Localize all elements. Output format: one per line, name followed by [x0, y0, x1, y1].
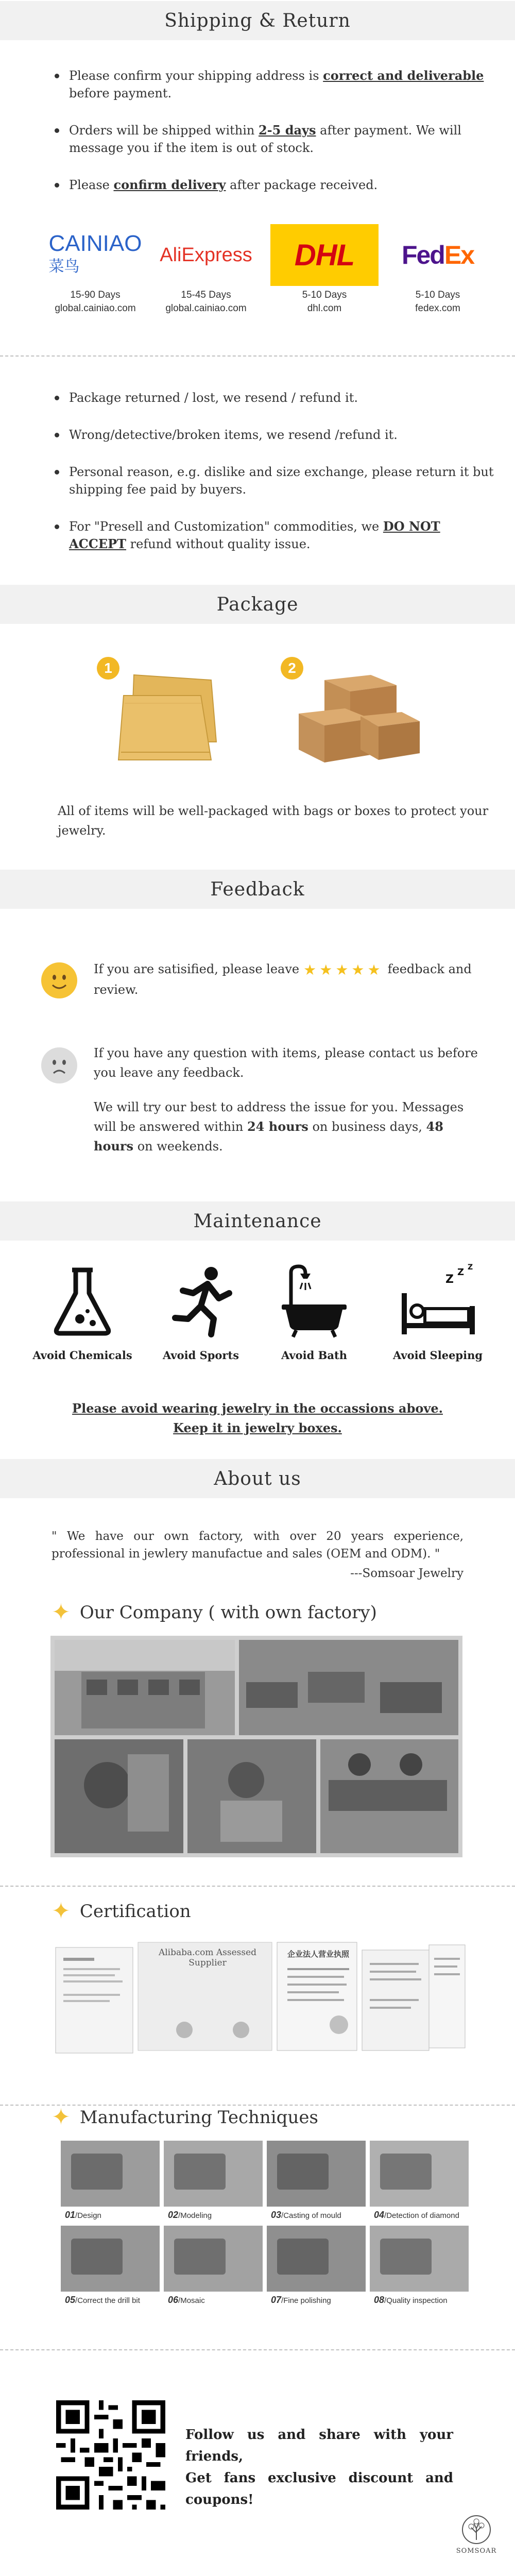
- cainiao-logo: CAINIAO 菜鸟: [48, 230, 142, 275]
- aliexpress-logo: AliExpress: [160, 244, 252, 266]
- flask-icon: [44, 1262, 121, 1340]
- response-time-text: We will try our best to address the issue for you. Messages will be answered within 24 hours on business days, 48 hours on weekends.: [94, 1100, 464, 1154]
- mfg-step: [61, 2141, 160, 2222]
- bathtub-icon: [276, 1262, 353, 1340]
- five-stars-icon: ★★★★★: [303, 961, 384, 978]
- certification-title: ✦ Certification: [52, 1898, 191, 1924]
- business-license-title: 企业法人营业执照: [287, 1950, 349, 1959]
- mfg-step-caption: 02/Modeling: [164, 2207, 263, 2222]
- section-title: Feedback: [210, 878, 305, 900]
- mfg-step: [164, 2141, 263, 2222]
- divider: [0, 1886, 515, 1887]
- mfg-step: [267, 2226, 366, 2307]
- maint-label: Avoid Sports: [162, 1349, 239, 1362]
- package-description: All of items will be well-packaged with bags or boxes to protect your jewelry.: [58, 804, 489, 838]
- section-title: Shipping & Return: [164, 10, 351, 31]
- shipping-bullet-address: Please confirm your shipping address is correct and deliverable before payment.: [52, 67, 494, 102]
- maint-note-1: Please avoid wearing jewelry in the occassions above.: [72, 1401, 443, 1416]
- sleeping-icon: [397, 1262, 479, 1340]
- mfg-step-caption: 04/Detection of diamond: [370, 2207, 469, 2222]
- feedback-header: [0, 870, 515, 909]
- sparkle-icon: ✦: [52, 2104, 71, 2130]
- footer-line-2: Get fans exclusive discount and coupons!: [185, 2470, 453, 2507]
- carrier-cainiao: [46, 222, 144, 315]
- shipping-bullet-timing: Orders will be shipped within 2-5 days after payment. We will message you if the item is out of stock.: [52, 122, 494, 157]
- company-photo-collage: [50, 1636, 462, 1857]
- dhl-logo: DHL: [270, 224, 379, 286]
- issue-feedback-text: If you have any question with items, please contact us before you leave any feedback.: [94, 1046, 478, 1080]
- carrier-site: fedex.com: [415, 303, 460, 314]
- sad-face-icon: [41, 1047, 77, 1083]
- carrier-fedex: [389, 222, 487, 315]
- happy-face-icon: [41, 962, 77, 998]
- mfg-step: [61, 2226, 160, 2307]
- section-title: Package: [216, 594, 299, 615]
- about-quote: " We have our own factory, with over 20 years experience, professional in jewlery manufactue and sales (OEM and ODM). ": [52, 1530, 464, 1561]
- svg-text:Z: Z: [457, 1267, 465, 1278]
- mfg-step-caption: 03/Casting of mould: [267, 2207, 366, 2222]
- carrier-logos: [46, 222, 484, 330]
- tree-logo-icon: [461, 2514, 492, 2545]
- alibaba-cert-title: Alibaba.com Assessed Supplier: [158, 1947, 257, 1968]
- section-title: Maintenance: [193, 1210, 322, 1232]
- avoid-bath: [258, 1262, 371, 1362]
- carrier-days: 5-10 Days: [302, 290, 347, 300]
- mfg-step-caption: 01/Design: [61, 2207, 160, 2222]
- about-signature: ---Somsoar Jewelry: [350, 1567, 464, 1580]
- mfg-step-caption: 06/Mosaic: [164, 2292, 263, 2307]
- mfg-step-caption: 07/Fine polishing: [267, 2292, 366, 2307]
- divider: [0, 2349, 515, 2350]
- maintenance-note: [0, 1399, 515, 1438]
- fedex-logo: FedEx: [401, 241, 474, 269]
- shipping-bullet-confirm: Please confirm delivery after package received.: [52, 176, 494, 194]
- carrier-aliexpress: [157, 222, 255, 315]
- shipping-return-header: [0, 1, 515, 40]
- factory-photos: [50, 1636, 462, 1857]
- svg-text:Z: Z: [445, 1273, 454, 1286]
- carrier-days: 15-90 Days: [70, 290, 121, 300]
- bubble-mailer-image: [113, 665, 232, 768]
- carrier-dhl: [268, 222, 381, 315]
- shipping-bullets: [52, 67, 494, 213]
- step-number-2: 2: [281, 657, 303, 680]
- return-bullet-wrong: Wrong/detective/broken items, we resend /refund it.: [52, 426, 494, 444]
- manufacturing-title: ✦ Manufacturing Techniques: [52, 2104, 318, 2130]
- carrier-site: global.cainiao.com: [55, 303, 136, 314]
- step-number-1: 1: [97, 657, 119, 680]
- certification-images: [50, 1937, 468, 2058]
- maint-note-2: Keep it in jewelry boxes.: [173, 1420, 342, 1435]
- section-title: About us: [214, 1468, 301, 1489]
- svg-text:Z: Z: [468, 1263, 473, 1272]
- footer-line-1: Follow us and share with your friends,: [185, 2427, 453, 2464]
- positive-feedback-text: If you are satisified, please leave ★★★★★ feedback and review.: [94, 961, 472, 997]
- package-header: [0, 585, 515, 624]
- return-bullet-personal: Personal reason, e.g. dislike and size exchange, please return it but shipping fee paid by buyers.: [52, 463, 494, 498]
- company-title: ✦ Our Company ( with own factory): [52, 1599, 377, 1625]
- carrier-site: dhl.com: [307, 303, 342, 314]
- mfg-step: [370, 2141, 469, 2222]
- maint-label: Avoid Bath: [281, 1349, 347, 1362]
- mfg-step: [164, 2226, 263, 2307]
- carrier-site: global.cainiao.com: [165, 303, 247, 314]
- avoid-chemicals: [26, 1262, 139, 1362]
- mfg-step: [267, 2141, 366, 2222]
- cardboard-boxes-image: [294, 665, 422, 768]
- brand-name: SOMSOAR: [456, 2547, 497, 2555]
- maint-label: Avoid Sleeping: [392, 1349, 483, 1362]
- carrier-days: 15-45 Days: [181, 290, 231, 300]
- maintenance-header: [0, 1201, 515, 1241]
- sparkle-icon: ✦: [52, 1599, 71, 1625]
- avoid-sleeping: [381, 1262, 494, 1362]
- mfg-step-caption: 08/Quality inspection: [370, 2292, 469, 2307]
- running-icon: [162, 1262, 239, 1340]
- brand-logo: [456, 2514, 497, 2555]
- mfg-step: [370, 2226, 469, 2307]
- return-bullet-lost: Package returned / lost, we resend / refund it.: [52, 389, 494, 406]
- maint-label: Avoid Chemicals: [32, 1349, 132, 1362]
- about-header: [0, 1459, 515, 1498]
- divider: [0, 2105, 515, 2106]
- follow-us-text: [185, 2424, 453, 2511]
- sparkle-icon: ✦: [52, 1898, 71, 1924]
- carrier-days: 5-10 Days: [415, 290, 460, 300]
- avoid-sports: [144, 1262, 258, 1362]
- return-bullet-presell: For "Presell and Customization" commodities, we DO NOT ACCEPT refund without quality issue.: [52, 518, 494, 553]
- manufacturing-grid: [61, 2141, 473, 2311]
- return-bullets: [52, 389, 494, 572]
- qr-code[interactable]: [52, 2396, 170, 2514]
- mfg-step-caption: 05/Correct the drill bit: [61, 2292, 160, 2307]
- divider: [0, 355, 515, 357]
